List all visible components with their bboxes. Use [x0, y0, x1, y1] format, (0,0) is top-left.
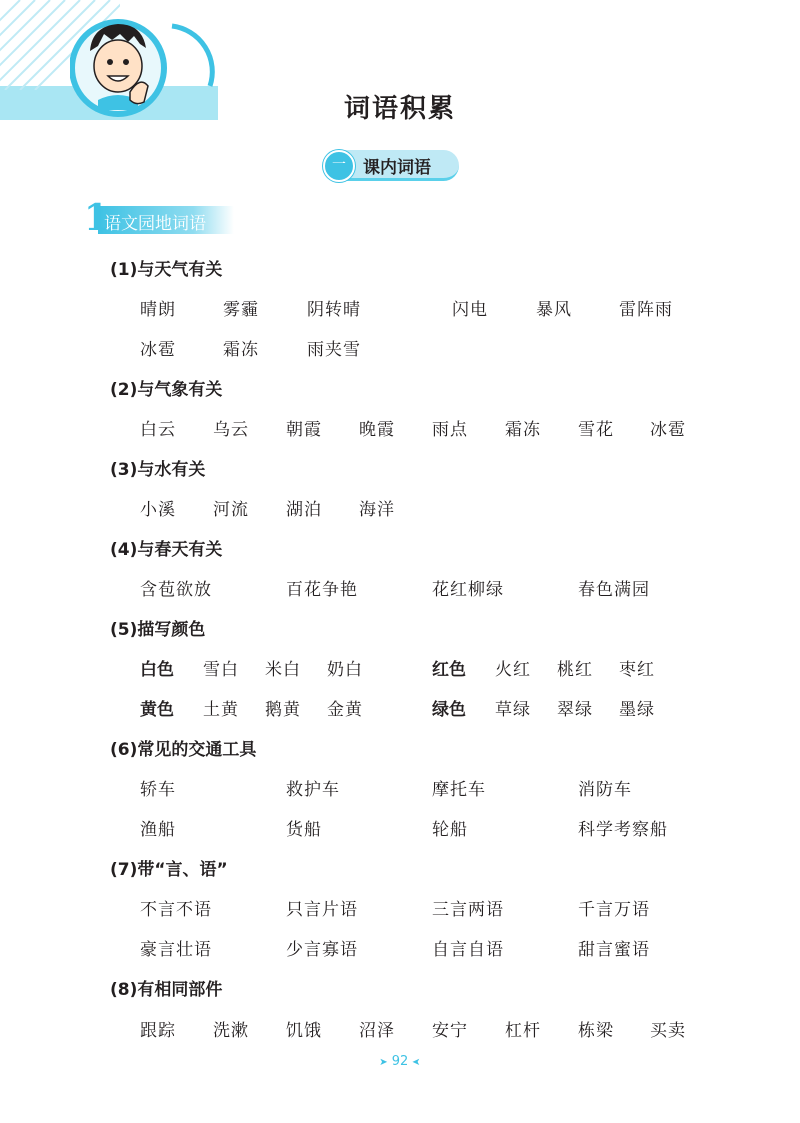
word: 冰雹: [650, 420, 686, 440]
word: 乌云: [213, 420, 249, 440]
word: 栋梁: [578, 1021, 614, 1041]
word: 含苞欲放: [140, 580, 212, 600]
word: 朝霞: [286, 420, 322, 440]
word: 火红: [495, 660, 531, 680]
color-group-head: 绿色: [432, 700, 466, 720]
word: 冰雹: [140, 340, 176, 360]
word: 闪电: [452, 300, 488, 320]
word: 春色满园: [578, 580, 650, 600]
subsection-label: 语文园地词语: [104, 214, 206, 234]
word: 渔船: [140, 820, 176, 840]
word: 湖泊: [286, 500, 322, 520]
word: 墨绿: [619, 700, 655, 720]
word: 翠绿: [557, 700, 593, 720]
word: 雾霾: [223, 300, 259, 320]
word: 洗漱: [213, 1021, 249, 1041]
word: 暴风: [536, 300, 572, 320]
category-heading: (5)描写颜色: [110, 620, 206, 640]
page-number: [0, 1054, 800, 1069]
word: 杠杆: [505, 1021, 541, 1041]
section-label: 课内词语: [363, 158, 431, 178]
word: 三言两语: [432, 900, 504, 920]
word: 草绿: [495, 700, 531, 720]
arrow-left-icon: ➤: [412, 1057, 421, 1068]
word: 轮船: [432, 820, 468, 840]
word: 沼泽: [359, 1021, 395, 1041]
word: 自言自语: [432, 940, 504, 960]
page-title: 词语积累: [343, 94, 456, 124]
subsection-heading: [84, 197, 234, 239]
word: 安宁: [432, 1021, 468, 1041]
word: 晴朗: [140, 300, 176, 320]
category-heading: (1)与天气有关: [110, 260, 223, 280]
word: 白云: [140, 420, 176, 440]
color-group-head: 黄色: [140, 700, 174, 720]
word: 晚霞: [359, 420, 395, 440]
word: 小溪: [140, 500, 176, 520]
color-group-head: 白色: [140, 660, 174, 680]
category-heading: (3)与水有关: [110, 460, 206, 480]
category-heading: (7)带“言、语”: [110, 860, 228, 880]
category-heading: (8)有相同部件: [110, 980, 223, 1000]
word: 雪白: [203, 660, 239, 680]
category-heading: (2)与气象有关: [110, 380, 223, 400]
word: 鹅黄: [265, 700, 301, 720]
word: 雷阵雨: [619, 300, 673, 320]
color-group-head: 红色: [432, 660, 466, 680]
word: 河流: [213, 500, 249, 520]
word: 千言万语: [578, 900, 650, 920]
subsection-number: 1: [84, 197, 110, 239]
word: 阴转晴: [307, 300, 361, 320]
category-heading: (6)常见的交通工具: [110, 740, 257, 760]
word: 跟踪: [140, 1021, 176, 1041]
word: 雪花: [578, 420, 614, 440]
word: 雨夹雪: [307, 340, 361, 360]
word: 不言不语: [140, 900, 212, 920]
category-heading: (4)与春天有关: [110, 540, 223, 560]
word: 货船: [286, 820, 322, 840]
word: 枣红: [619, 660, 655, 680]
word: 奶白: [327, 660, 363, 680]
word: 花红柳绿: [432, 580, 504, 600]
word: 少言寡语: [286, 940, 358, 960]
word: 米白: [265, 660, 301, 680]
word: 救护车: [286, 780, 340, 800]
word: 金黄: [327, 700, 363, 720]
arrow-right-icon: ➤: [379, 1057, 388, 1068]
word: 摩托车: [432, 780, 486, 800]
section-heading: [323, 150, 461, 180]
word: 饥饿: [286, 1021, 322, 1041]
word: 甜言蜜语: [578, 940, 650, 960]
word: 桃红: [557, 660, 593, 680]
word: 雨点: [432, 420, 468, 440]
word: 海洋: [359, 500, 395, 520]
word: 霜冻: [223, 340, 259, 360]
page-number-text: 92: [391, 1054, 409, 1069]
word: 消防车: [578, 780, 632, 800]
word: 科学考察船: [578, 820, 668, 840]
word: 轿车: [140, 780, 176, 800]
word: 土黄: [203, 700, 239, 720]
section-number: 一: [323, 150, 355, 182]
word: 豪言壮语: [140, 940, 212, 960]
word: 买卖: [650, 1021, 686, 1041]
word: 霜冻: [505, 420, 541, 440]
word: 只言片语: [286, 900, 358, 920]
word: 百花争艳: [286, 580, 358, 600]
